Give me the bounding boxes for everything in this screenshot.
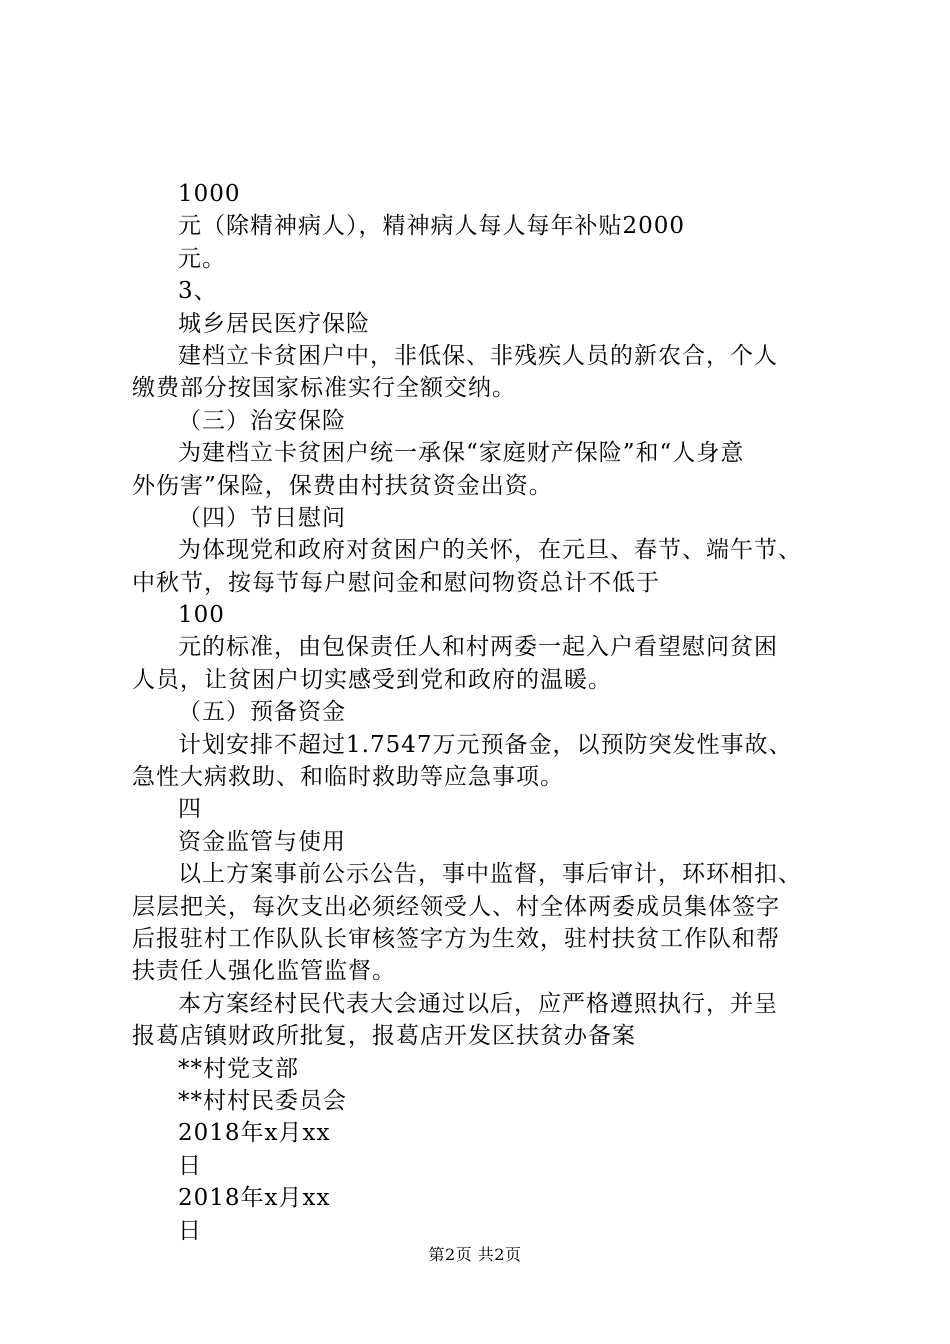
- text-line: 3、: [178, 278, 218, 305]
- text-line: 元（除精神病人），精神病人每人每年补贴2000: [178, 213, 686, 240]
- text-line: 缴费部分按国家标准实行全额交纳。: [132, 375, 516, 402]
- text-line: 报葛店镇财政所批复，报葛店开发区扶贫办备案: [132, 1023, 636, 1050]
- signature-village-committee: **村村民委员会: [178, 1087, 347, 1114]
- section-heading: 城乡居民医疗保险: [178, 310, 370, 337]
- page-number-footer: 第2页 共2页: [428, 1245, 522, 1264]
- document-body: [132, 178, 842, 1247]
- text-line: 中秋节，按每节每户慰问金和慰问物资总计不低于: [132, 569, 660, 596]
- text-line: 后报驻村工作队队长审核签字方为生效，驻村扶贫工作队和帮: [132, 925, 780, 952]
- section-heading: （三）治安保险: [178, 407, 346, 434]
- text-line: 外伤害”保险，保费由村扶贫资金出资。: [132, 472, 553, 499]
- signature-date-day: 日: [178, 1152, 202, 1179]
- section-heading: （五）预备资金: [178, 699, 346, 726]
- signature-date-day: 日: [178, 1217, 202, 1244]
- text-line: 人员，让贫困户切实感受到党和政府的温暖。: [132, 666, 612, 693]
- text-line: 100: [178, 602, 225, 629]
- text-line: 1000: [178, 181, 241, 207]
- text-line: 急性大病救助、和临时救助等应急事项。: [132, 764, 564, 791]
- text-line: 元的标准，由包保责任人和村两委一起入户看望慰问贫困: [178, 634, 778, 661]
- text-line: 层层把关，每次支出必须经领受人、村全体两委成员集体签字: [132, 893, 780, 920]
- section-heading: 资金监管与使用: [178, 828, 346, 855]
- text-line: 计划安排不超过1.7547万元预备金，以预防突发性事故、: [178, 731, 793, 758]
- signature-date: 2018年x月xx: [178, 1185, 331, 1212]
- text-line: 本方案经村民代表大会通过以后，应严格遵照执行，并呈: [178, 990, 778, 1017]
- text-line: 元。: [178, 245, 226, 272]
- text-line: 建档立卡贫困户中，非低保、非残疾人员的新农合，个人: [178, 342, 778, 369]
- section-number: 四: [178, 796, 202, 823]
- signature-party-branch: **村党支部: [178, 1055, 299, 1082]
- text-line: 为建档立卡贫困户统一承保“家庭财产保险”和“人身意: [178, 440, 745, 467]
- text-line: 扶责任人强化监管监督。: [132, 958, 396, 985]
- signature-date: 2018年x月xx: [178, 1120, 331, 1147]
- section-heading: （四）节日慰问: [178, 504, 346, 531]
- text-line: 为体现党和政府对贫困户的关怀，在元旦、春节、端午节、: [178, 537, 802, 564]
- text-line: 以上方案事前公示公告，事中监督，事后审计，环环相扣、: [178, 861, 802, 888]
